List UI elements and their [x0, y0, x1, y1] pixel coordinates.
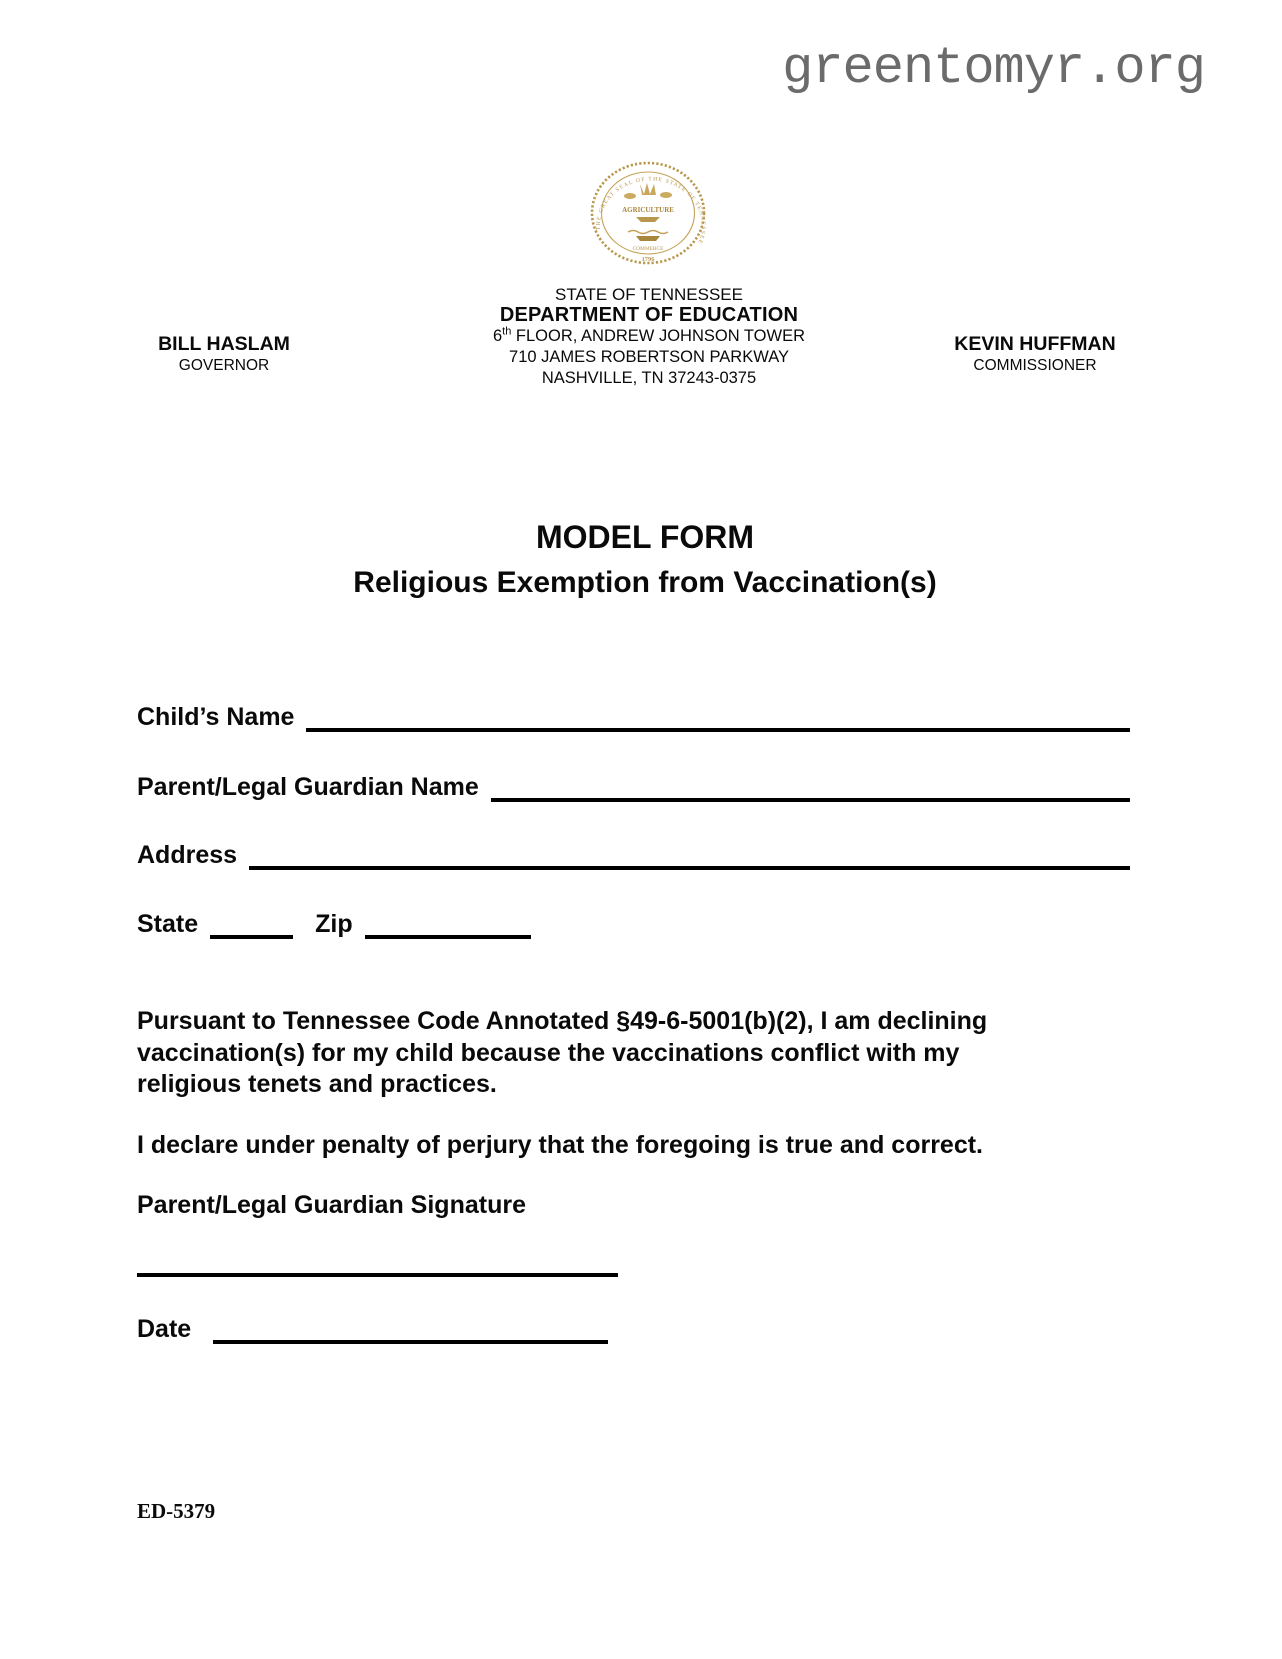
- seal-commerce-text: COMMERCE: [632, 246, 664, 252]
- header-state-line: STATE OF TENNESSEE: [555, 285, 743, 304]
- governor-name: BILL HASLAM: [158, 333, 290, 355]
- commissioner-title: COMMISSIONER: [973, 357, 1097, 374]
- zip-input-line[interactable]: [365, 905, 531, 939]
- state-input-line[interactable]: [210, 905, 293, 939]
- state-label: State: [137, 910, 199, 938]
- form-number: ED-5379: [137, 1499, 216, 1523]
- governor-title: GOVERNOR: [178, 357, 270, 374]
- address-label: Address: [137, 841, 238, 869]
- date-label: Date: [137, 1315, 192, 1343]
- date-row: [137, 1310, 1130, 1344]
- child-name-input-line[interactable]: [306, 698, 1130, 732]
- signature-label: Parent/Legal Guardian Signature: [137, 1191, 526, 1219]
- header-address-line-1: 6th FLOOR, ANDREW JOHNSON TOWER: [492, 325, 806, 345]
- statute-paragraph-line1: Pursuant to Tennessee Code Annotated §49-6-5001(b)(2), I am declining: [137, 1007, 988, 1035]
- form-title-line2: Religious Exemption from Vaccination(s): [353, 566, 937, 599]
- state-zip-row: [137, 905, 1130, 939]
- statute-paragraph-line2: vaccination(s) for my child because the vaccinations conflict with my: [137, 1038, 960, 1067]
- date-input-line[interactable]: [213, 1310, 608, 1344]
- form-title-line1: MODEL FORM: [535, 519, 755, 555]
- parent-name-label: Parent/Legal Guardian Name: [137, 773, 479, 801]
- commissioner-name: KEVIN HUFFMAN: [954, 333, 1116, 355]
- child-name-label: Child’s Name: [137, 703, 295, 731]
- header-address-line-3: NASHVILLE, TN 37243-0375: [541, 369, 757, 387]
- parent-name-row: [137, 768, 1130, 802]
- commissioner-block: [925, 334, 1145, 376]
- zip-label: Zip: [315, 910, 353, 938]
- statute-paragraph: [137, 1006, 1147, 1101]
- governor-block: [114, 334, 334, 376]
- perjury-declaration: I declare under penalty of perjury that the foregoing is true and correct.: [137, 1131, 983, 1159]
- ordinal-superscript: th: [502, 325, 512, 338]
- tennessee-state-seal-icon: [588, 160, 708, 268]
- signature-input-line[interactable]: [137, 1273, 618, 1277]
- seal-ring-text: THE GREAT SEAL OF THE STATE OF TENNESSEE: [595, 176, 706, 246]
- seal-year-text: 1796: [641, 256, 655, 263]
- header-department-line: DEPARTMENT OF EDUCATION: [499, 304, 799, 326]
- header-address-line-2: 710 JAMES ROBERTSON PARKWAY: [509, 348, 789, 366]
- parent-name-input-line[interactable]: [491, 768, 1130, 802]
- address-input-line[interactable]: [249, 836, 1130, 870]
- child-name-row: [137, 698, 1130, 732]
- address-row: [137, 836, 1130, 870]
- watermark-text: greentomyr.org: [782, 39, 1205, 98]
- form-title: [0, 514, 1282, 606]
- seal-agriculture-text: AGRICULTURE: [622, 206, 674, 214]
- statute-paragraph-line3: religious tenets and practices.: [137, 1070, 497, 1098]
